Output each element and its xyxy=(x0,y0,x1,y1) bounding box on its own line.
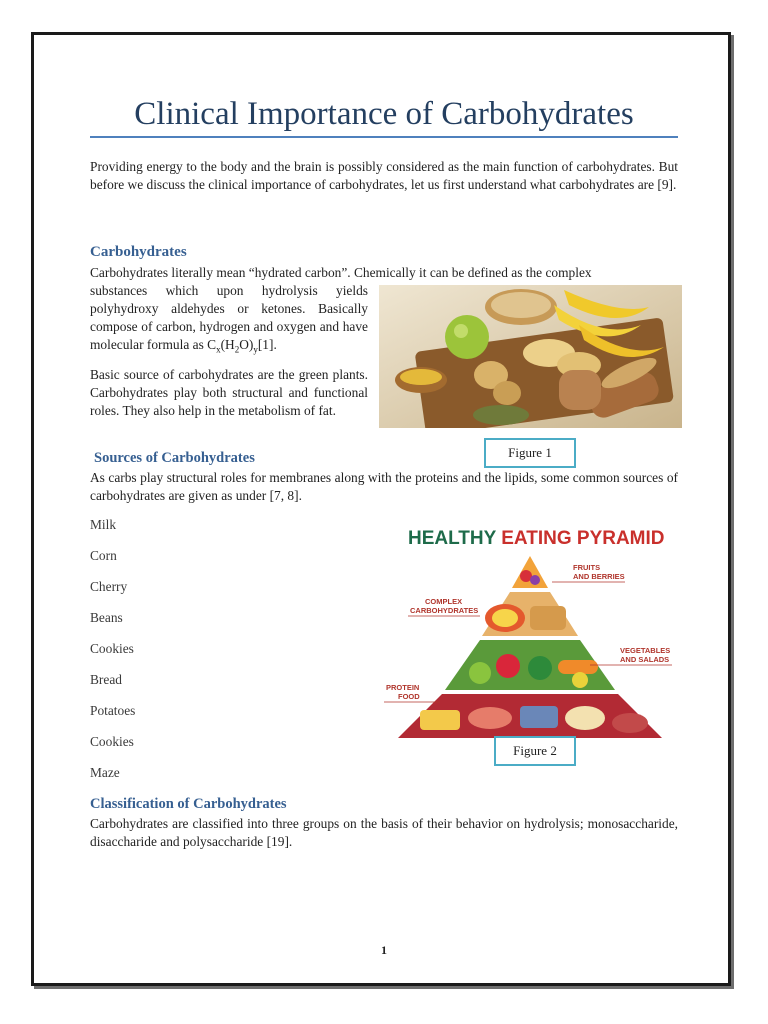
carbohydrates-lead: Carbohydrates literally mean “hydrated carbon”. Chemically it can be defined as the complex xyxy=(90,265,592,280)
source-item: Cookies xyxy=(90,734,134,749)
figure-1-caption: Figure 1 xyxy=(484,438,576,468)
source-item: Beans xyxy=(90,610,123,625)
page-number: 1 xyxy=(381,943,387,957)
sources-paragraph: As carbs play structural roles for membranes along with the proteins and the lipids, some common sources of carbohydrates are given as under [7, 8]. xyxy=(90,470,678,503)
source-item: Bread xyxy=(90,672,122,687)
source-item: Corn xyxy=(90,548,117,563)
title-underline xyxy=(90,136,678,138)
intro-paragraph: Providing energy to the body and the brain is possibly considered as the main function of carbohydrates. But before we discuss the clinical importance of carbohydrates, let us first understand what carbohydrates are [9]. xyxy=(90,159,678,192)
heading-classification: Classification of Carbohydrates xyxy=(90,796,287,812)
svg-text:AND SALADS: AND SALADS xyxy=(620,655,670,664)
source-item: Maze xyxy=(90,765,120,780)
figure-1-carb-foods-photo xyxy=(379,285,682,428)
carbohydrates-source-paragraph: Basic source of carbohydrates are the green plants. Carbohydrates play both structural and functional roles. They also help in the metabolism of fat. xyxy=(90,367,368,418)
source-item: Milk xyxy=(90,517,117,532)
source-item: Potatoes xyxy=(90,703,136,718)
figure-2-eating-pyramid xyxy=(380,518,680,743)
svg-text:AND BERRIES: AND BERRIES xyxy=(573,572,625,581)
heading-carbohydrates: Carbohydrates xyxy=(90,244,187,260)
figure-2-caption: Figure 2 xyxy=(494,736,576,766)
svg-text:FRUITS: FRUITS xyxy=(573,563,601,572)
carbohydrates-definition: substances which upon hydrolysis yields polyhydroxy aldehydes or ketones. Basically compose of carbon, hydrogen and oxygen and have molecular formula as $C_x(H_2O)_y[1]$. xyxy=(90,283,368,355)
svg-text:CARBOHYDRATES: CARBOHYDRATES xyxy=(410,606,479,615)
document-title: Clinical Importance of Carbohydrates xyxy=(134,96,634,132)
source-item: Cookies xyxy=(90,641,134,656)
sources-list xyxy=(90,516,135,795)
source-item: Cherry xyxy=(90,579,128,594)
pyramid-title: HEALTHY EATING PYRAMID xyxy=(408,528,665,549)
svg-text:VEGETABLES: VEGETABLES xyxy=(620,646,671,655)
classification-paragraph: Carbohydrates are classified into three groups on the basis of their behavior on hydrolysis; monosaccharide, disaccharide and polysaccharide [19]. xyxy=(90,816,678,849)
svg-text:COMPLEX: COMPLEX xyxy=(425,597,463,606)
svg-text:FOOD: FOOD xyxy=(398,692,420,701)
heading-sources: Sources of Carbohydrates xyxy=(94,450,255,466)
svg-text:PROTEIN: PROTEIN xyxy=(386,683,420,692)
